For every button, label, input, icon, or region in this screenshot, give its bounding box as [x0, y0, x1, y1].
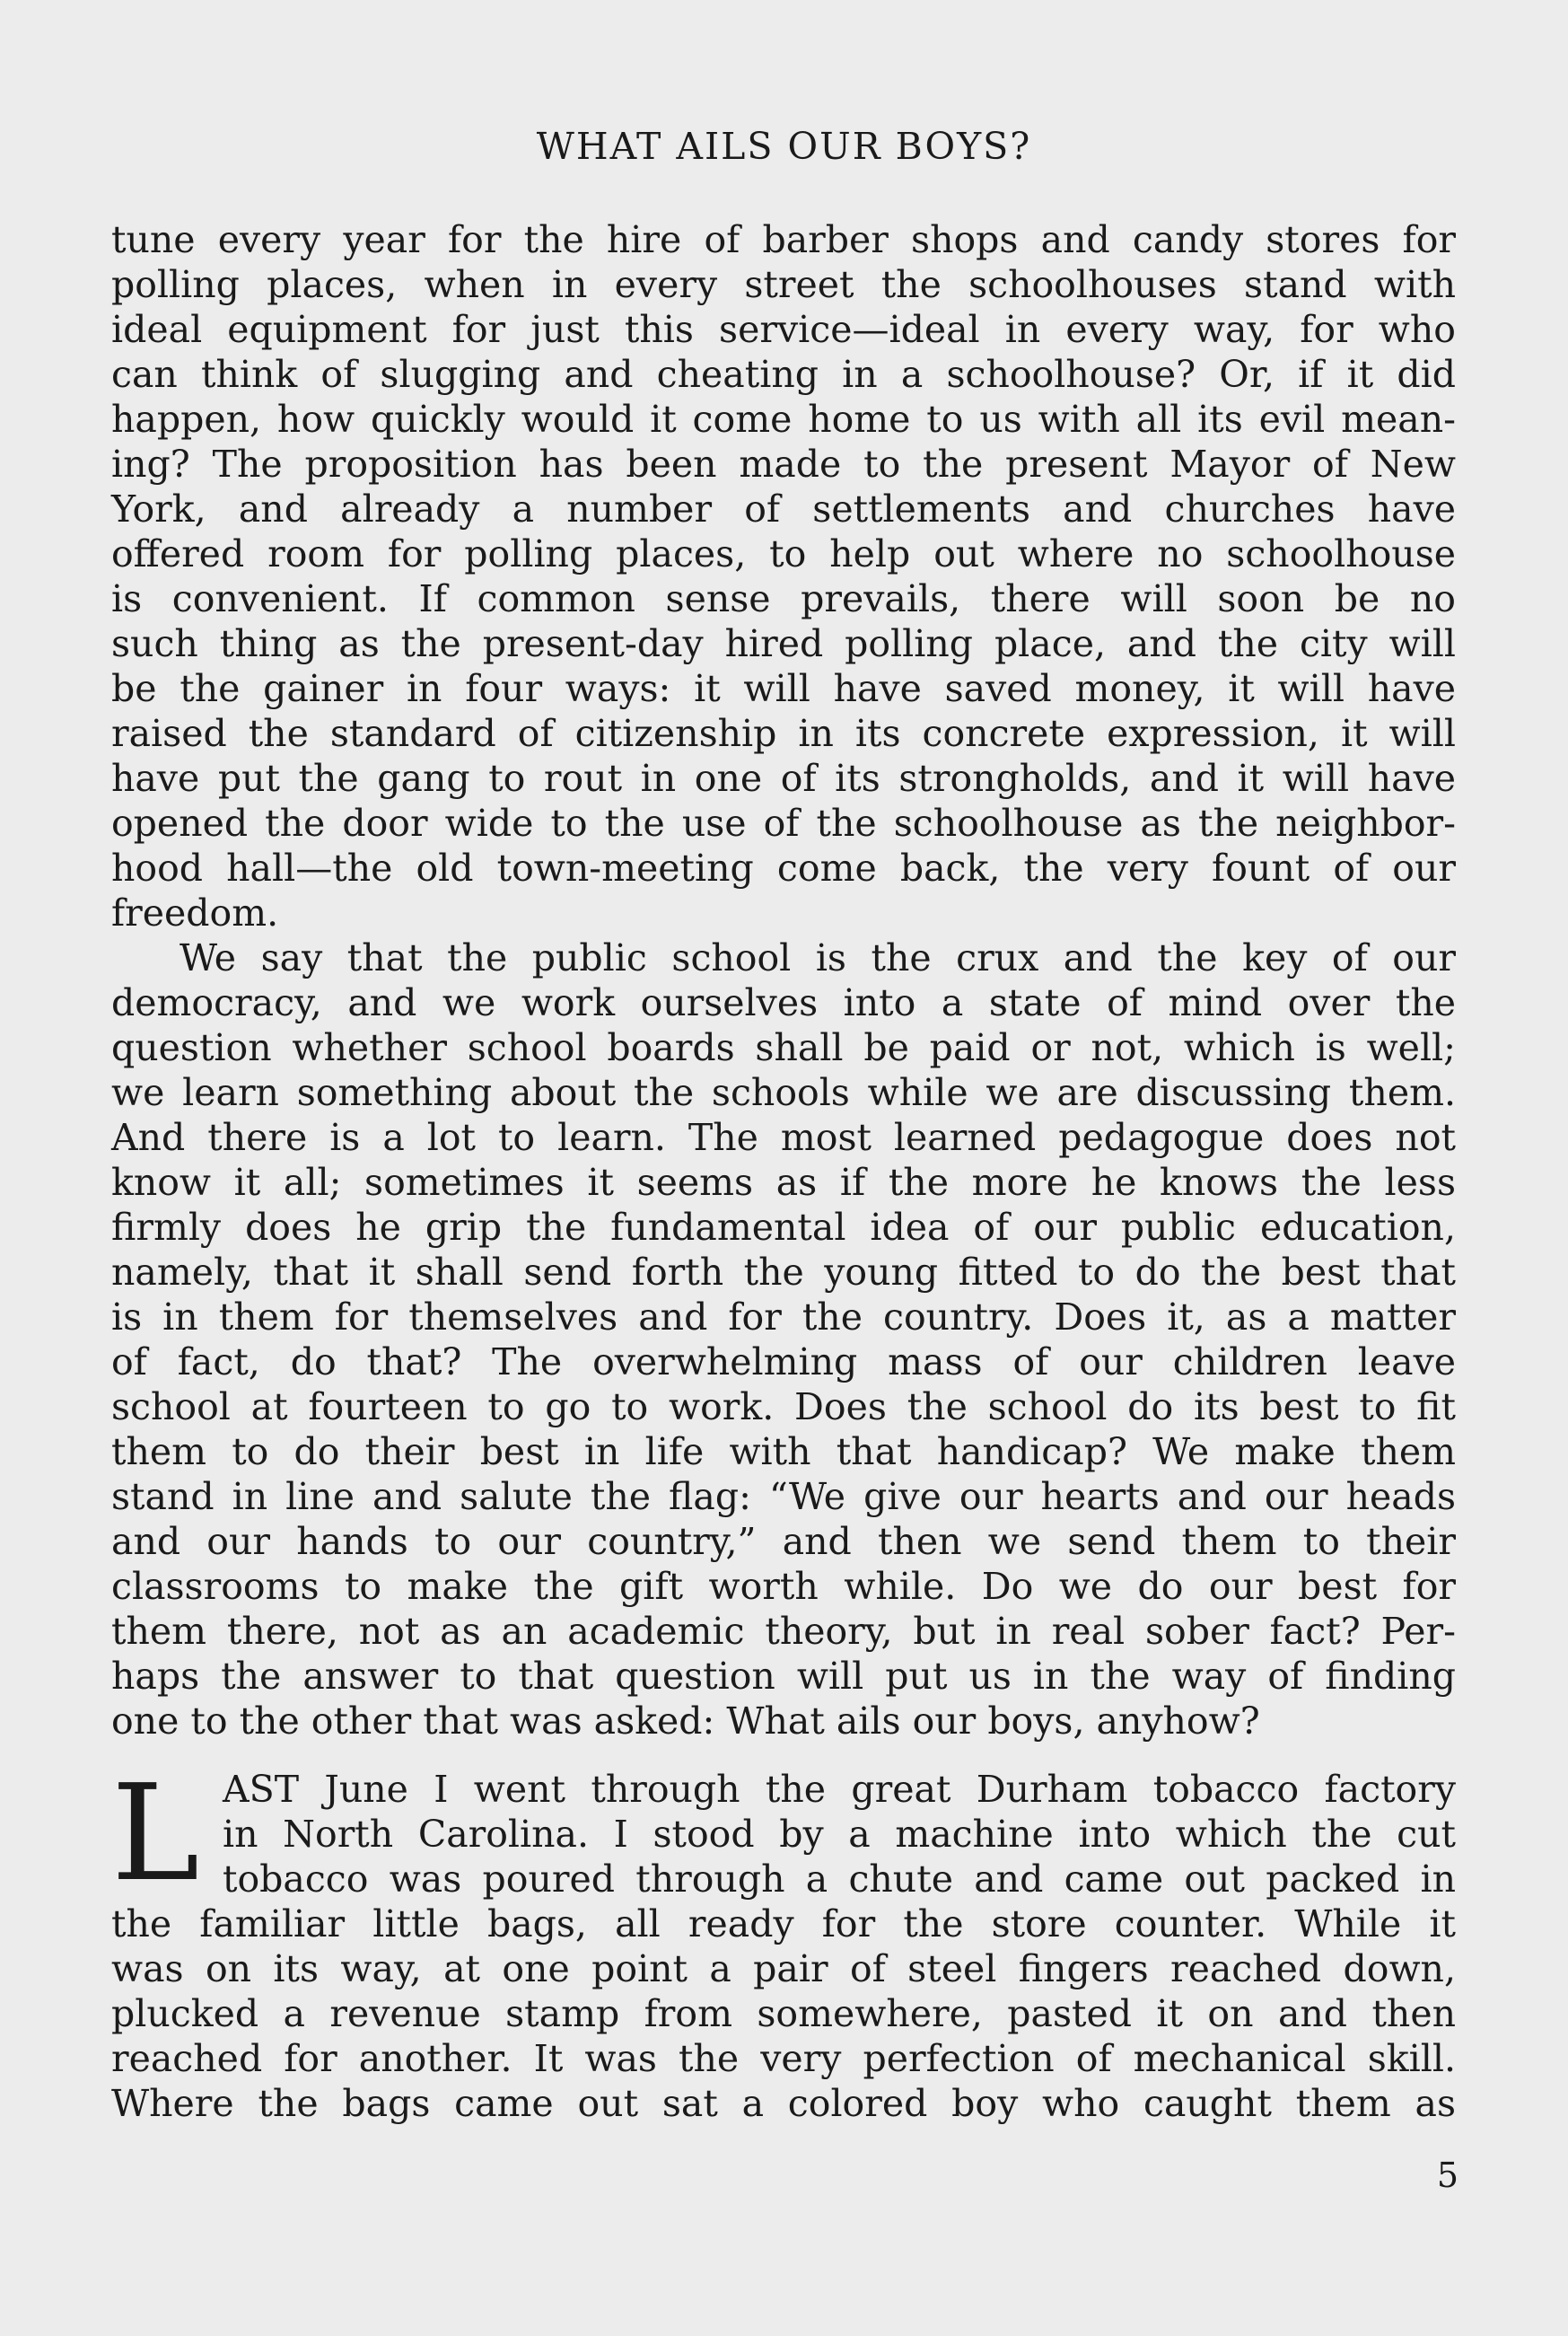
text-line: and our hands to our country,” and then we send them to their	[111, 1520, 1456, 1563]
section-break	[111, 1743, 1456, 1767]
text-line: And there is a lot to learn. The most learned pedagogue does not	[111, 1116, 1456, 1159]
text-line: be the gainer in four ways: it will have saved money, it will have	[111, 667, 1456, 710]
text-line: freedom.	[111, 891, 279, 935]
text-line: stand in line and salute the flag: “We give our hearts and our heads	[111, 1475, 1456, 1518]
text-line: plucked a revenue stamp from somewhere, pasted it on and then	[111, 1992, 1456, 2035]
drop-cap: L	[111, 1756, 200, 1910]
text-line: Where the bags came out sat a colored boy who caught them as	[111, 2082, 1456, 2125]
text-line: was on its way, at one point a pair of steel fingers reached down,	[111, 1947, 1456, 1990]
text-line: have put the gang to rout in one of its strongholds, and it will have	[111, 757, 1456, 800]
text-line: is in them for themselves and for the country. Does it, as a matter	[111, 1295, 1456, 1339]
running-head: WHAT AILS OUR BOYS?	[536, 125, 1032, 168]
text-line: reached for another. It was the very perfection of mechanical skill.	[111, 2037, 1456, 2080]
text-line: classrooms to make the gift worth while. Do we do our best for	[111, 1565, 1456, 1608]
text-line: ideal equipment for just this service—ideal in every way, for who	[111, 308, 1456, 351]
text-line: opened the door wide to the use of the schoolhouse as the neighbor-	[111, 802, 1456, 845]
text-line: democracy, and we work ourselves into a state of mind over the	[111, 981, 1456, 1024]
text-line: ing? The proposition has been made to the present Mayor of New	[111, 443, 1456, 486]
paragraph-2	[111, 935, 1456, 1743]
text-line: polling places, when in every street the schoolhouses stand with	[111, 263, 1456, 306]
text-line: offered room for polling places, to help out where no schoolhouse	[111, 532, 1456, 575]
text-line: of fact, do that? The overwhelming mass of our children leave	[111, 1340, 1456, 1383]
page-number: 5	[1436, 2156, 1459, 2195]
text-line: haps the answer to that question will put us in the way of finding	[111, 1655, 1456, 1698]
text-line: hood hall—the old town-meeting come back, the very fount of our	[111, 847, 1456, 890]
text-line: one to the other that was asked: What ails our boys, anyhow?	[111, 1699, 1260, 1743]
text-line: We say that the public school is the crux and the key of our	[180, 936, 1456, 979]
text-line: know it all; sometimes it seems as if the more he knows the less	[111, 1161, 1456, 1204]
text-line: raised the standard of citizenship in its concrete expression, it will	[111, 712, 1456, 755]
text-line: we learn something about the schools while we are discussing them.	[111, 1071, 1456, 1114]
text-line: firmly does he grip the fundamental idea of our public education,	[111, 1206, 1456, 1249]
text-line: tobacco was poured through a chute and came out packed in	[223, 1857, 1456, 1901]
text-line: them there, not as an academic theory, but in real sober fact? Per-	[111, 1610, 1456, 1653]
body-text	[111, 217, 1456, 2126]
text-line: school at fourteen to go to work. Does the school do its best to fit	[111, 1385, 1456, 1428]
paragraph-1	[111, 217, 1456, 935]
text-line: question whether school boards shall be paid or not, which is well;	[111, 1026, 1456, 1069]
text-line: happen, how quickly would it come home to us with all its evil mean-	[111, 398, 1456, 441]
text-line: AST June I went through the great Durham tobacco factory	[223, 1768, 1456, 1811]
text-line: in North Carolina. I stood by a machine into which the cut	[223, 1813, 1456, 1856]
text-line: is convenient. If common sense prevails, there will soon be no	[111, 577, 1456, 620]
text-line: York, and already a number of settlements and churches have	[111, 487, 1456, 531]
paragraph-3	[111, 1756, 1456, 2126]
text-line: such thing as the present-day hired polling place, and the city will	[111, 622, 1456, 665]
text-line: tune every year for the hire of barber shops and candy stores for	[111, 218, 1456, 261]
text-line: namely, that it shall send forth the young fitted to do the best that	[111, 1251, 1456, 1294]
text-line: the familiar little bags, all ready for the store counter. While it	[111, 1902, 1456, 1945]
text-line: can think of slugging and cheating in a schoolhouse? Or, if it did	[111, 353, 1456, 396]
text-line: them to do their best in life with that handicap? We make them	[111, 1430, 1456, 1473]
